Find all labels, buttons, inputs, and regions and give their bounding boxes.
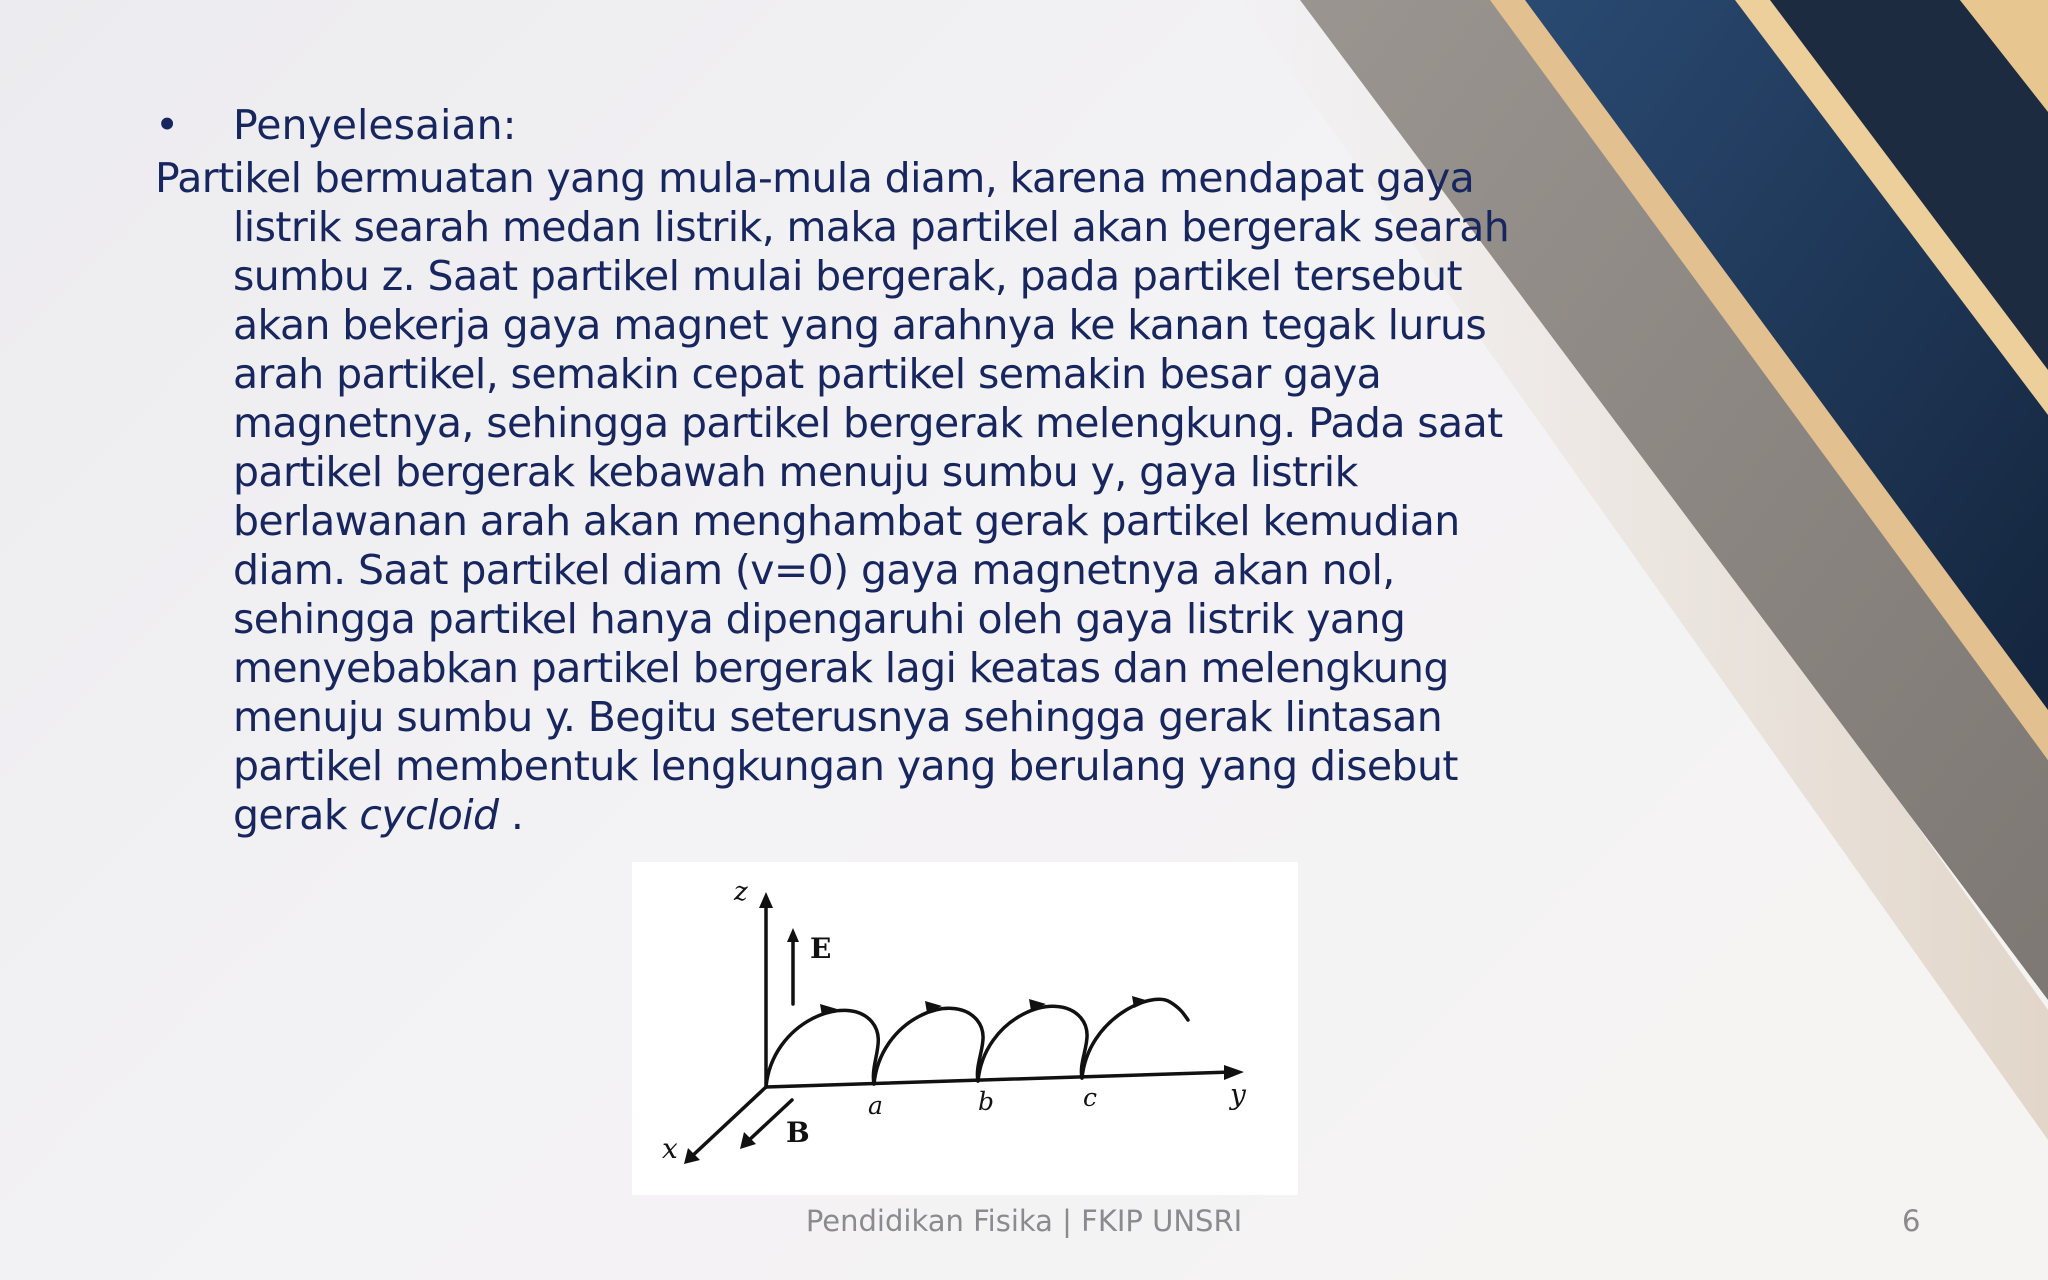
- paragraph-italic-term: cycloid: [359, 791, 499, 839]
- arch-arrow-1: [820, 1004, 837, 1016]
- point-c: c: [1083, 1083, 1098, 1112]
- arch-arrow-4: [1132, 996, 1149, 1008]
- label-b: B: [786, 1116, 810, 1149]
- e-field-arrowhead: [787, 928, 799, 942]
- cycloid-diagram: [632, 862, 1298, 1195]
- cycloid-arch-2: [874, 1008, 983, 1084]
- cycloid-arch-3: [978, 1006, 1087, 1081]
- label-e: E: [810, 932, 832, 965]
- bullet-label: Penyelesaian:: [233, 101, 517, 149]
- z-axis-arrow: [759, 892, 773, 908]
- label-x: x: [662, 1132, 678, 1165]
- paragraph-text: Partikel bermuatan yang mula-mula diam, karena mendapat gaya listrik searah medan listrik, maka partikel akan bergerak searah sumbu z. Saat partikel mulai bergerak, pada partikel tersebut akan bekerja gaya magnet yang arahnya ke kanan tegak lurus arah partikel, semakin cepat partikel semakin besar gaya magnetnya, sehingga partikel bergerak melengkung. Pada saat partikel bergerak kebawah menuju sumbu y, gaya listrik berlawanan arah akan menghambat gerak partikel kemudian diam. Saat partikel diam (v=0) gaya magnetnya akan nol, sehingga partikel hanya dipengaruhi oleh gaya listrik yang menyebabkan partikel bergerak lagi keatas dan melengkung menuju sumbu y. Begitu seterusnya sehingga gerak lintasan partikel membentuk lengkungan yang berulang yang disebut gerak: [155, 154, 1510, 839]
- label-z: z: [734, 877, 748, 907]
- slide-body: [155, 96, 1525, 840]
- cycloid-arch-4: [1082, 999, 1188, 1078]
- x-axis: [690, 1087, 766, 1158]
- slide-footer: Pendidikan Fisika | FKIP UNSRI: [805, 1204, 1243, 1238]
- paragraph-end: .: [498, 791, 524, 839]
- point-b: b: [978, 1087, 995, 1116]
- solution-paragraph: [155, 154, 1525, 840]
- point-a: a: [868, 1091, 883, 1120]
- cycloid-figure: [632, 862, 1298, 1195]
- slide-number: 6: [1902, 1204, 1921, 1238]
- bullet-glyph: •: [155, 101, 180, 149]
- cycloid-arch-1: [766, 1010, 878, 1087]
- label-y: y: [1230, 1078, 1246, 1111]
- y-axis: [766, 1072, 1232, 1087]
- bullet-heading: [155, 96, 1525, 154]
